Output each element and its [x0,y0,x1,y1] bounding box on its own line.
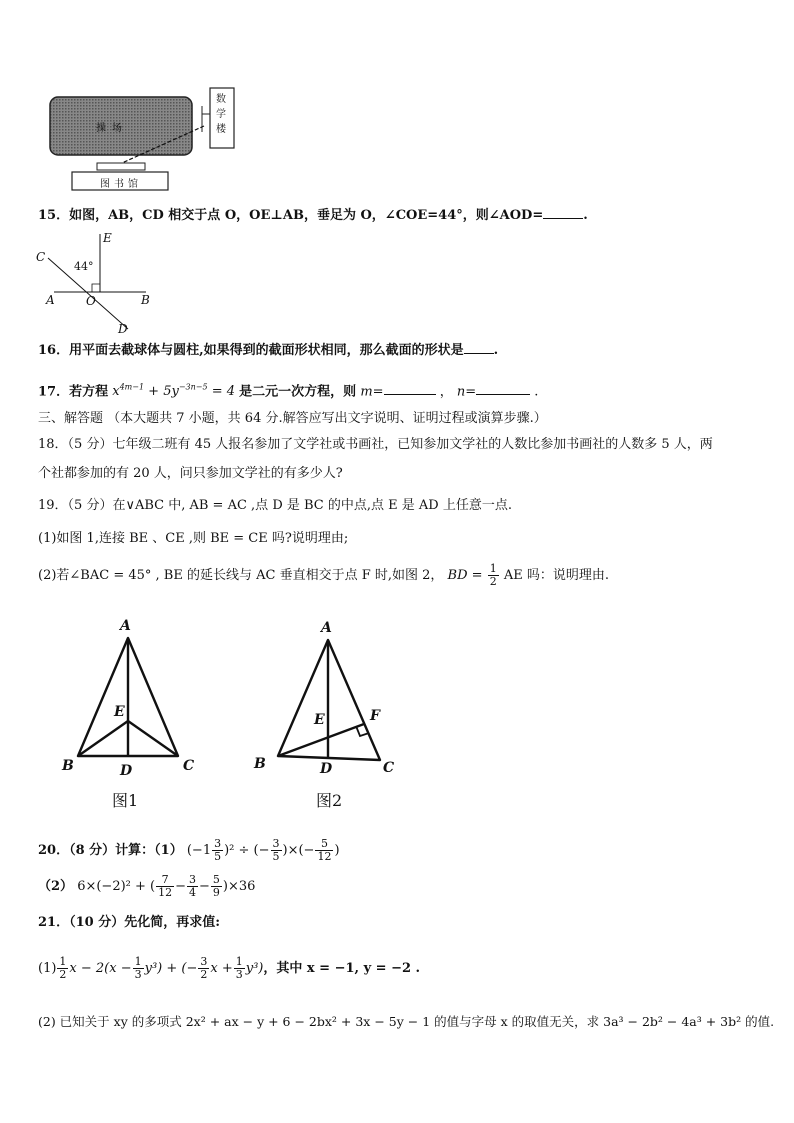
section-3-heading: 三、解答题 （本大题共 7 小题，共 64 分.解答应写出文字说明、证明过程或演算步骤.） [38,411,547,426]
label-C: C [36,250,46,264]
label-A: A [46,293,55,307]
q17-m-blank[interactable] [384,394,436,395]
label-O: O [86,294,96,308]
question-18-line1: 18．（5 分）七年级二班有 45 人报名参加了文学社或书画社，已知参加文学社的人数比参加书画社的人数多 5 人，两 [38,437,713,452]
question-19-line3: (2)若∠BAC = 45° , BE 的延长线与 AC 垂直相交于点 F 时,如图 2， BD = $\frac{1}{2}$ AE 吗：说明理由. [38,562,609,588]
q15-text: 15．如图，AB，CD 相交于点 O，OE⊥AB，垂足为 O，∠COE=44°，则∠AOD= [38,208,544,223]
q17-prefix: 17．若方程 [38,384,109,400]
q17-m: m [360,384,373,400]
question-17: 17．若方程 $x^{4m-1} + 5y^{-3n-5} = 4$ 是二元一次方程，则 m= ， n= . [38,383,539,400]
q17-n: n [456,384,466,400]
question-15 [38,207,588,225]
q17-mid: 是二元一次方程，则 [239,384,357,400]
q16-text: 16．用平面去截球体与圆柱,如果得到的截面形状相同，那么截面的形状是 [38,343,464,358]
caption-fig1: 图1 [112,791,139,810]
math-building-label: 数学楼 [216,94,226,135]
label-44deg: 44° [74,260,94,273]
q15-answer-blank[interactable] [543,218,583,219]
question-18-line2: 个社都参加的有 20 人，问只参加文学社的有多少人? [38,466,343,481]
question-21-heading: 21．（10 分）先化简，再求值: [38,915,221,930]
q15-tail: . [583,208,588,223]
question-20-part1: 20．（8 分）计算：（1） (−1 $\frac{3}{5}$ )² ÷ (− $\frac{3}{5}$ )×(− $\frac{5}{12}$ ) [38,837,340,863]
question-21-part2: (2) 已知关于 xy 的多项式 2x² + ax − y + 6 − 2bx² + 3x − 5y − 1 的值与字母 x 的取值无关，求 3a³ − 2b² − 4a³ + 3b² 的值. [38,1014,775,1029]
caption-fig2: 图2 [316,791,343,810]
label-E: E [103,231,112,245]
q16-tail: . [493,343,499,358]
question-19-line1: 19．（5 分）在∨ABC 中, AB = AC ,点 D 是 BC 的中点,点 E 是 AD 上任意一点. [38,498,512,513]
label-D: D [118,322,128,336]
playground-figure [44,84,244,194]
library-label: 图书馆 [100,179,142,190]
playground-label: 操场 [96,123,128,134]
q16-answer-blank[interactable] [464,353,494,354]
question-21-part1: (1) $\frac{1}{2}$ x − 2(x − $\frac{1}{3}$ y³) + (− $\frac{3}{2}$ x + $\frac{1}{3}$ y³)，其中 x = −1, y = −2 . [38,955,421,981]
q17-n-blank[interactable] [476,394,530,395]
angle-figure [34,228,164,338]
question-20-part2: （2） 6×(−2)² + ( $\frac{7}{12}$ − $\frac{3}{4}$ − $\frac{5}{9}$ )×36 [38,873,256,899]
question-16 [38,342,498,360]
half-fraction: $\frac{1}{2}$ [489,562,497,588]
question-19-line2: (1)如图 1,连接 BE 、CE ,则 BE = CE 吗?说明理由; [38,531,349,546]
label-B: B [141,293,150,307]
triangle-figure-1: A E B D C 图1 [62,618,195,810]
triangle-figure-2: A E F B D C 图2 [254,620,395,810]
q17-equation: $x^{4m-1} + 5y^{-3n-5} = 4$ [112,383,236,400]
